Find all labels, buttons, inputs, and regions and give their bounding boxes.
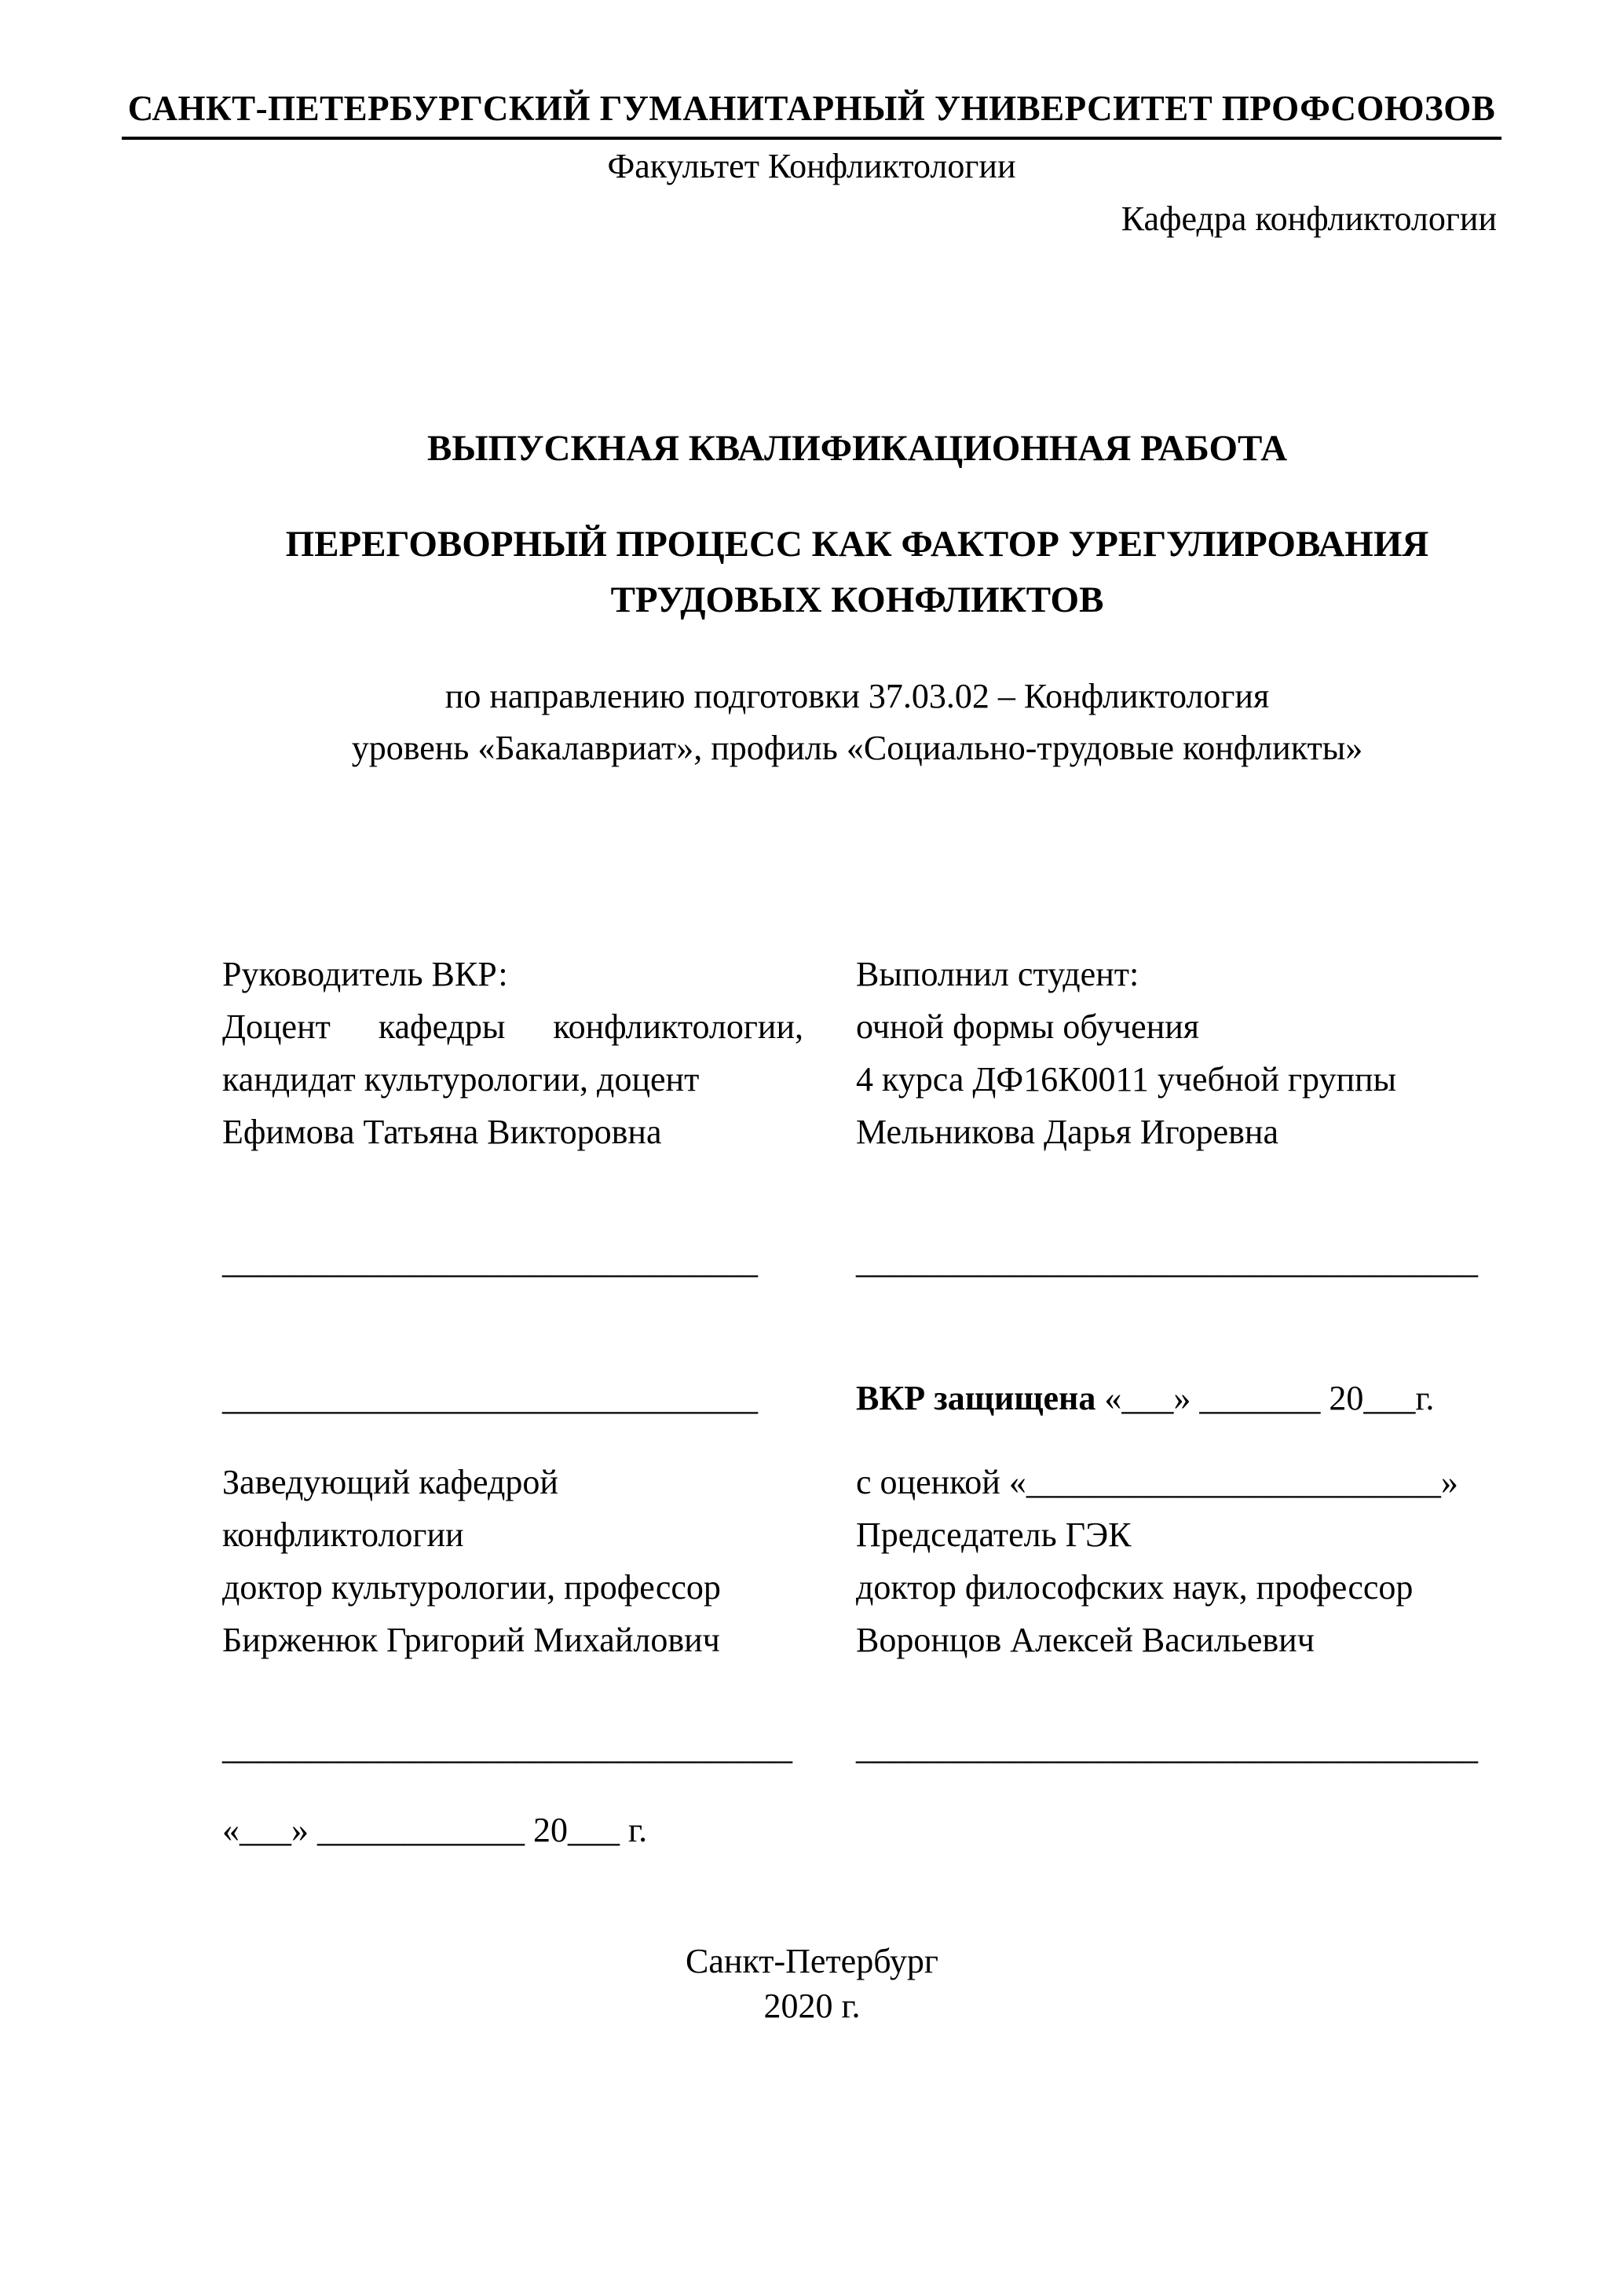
grade-line: с оценкой «________________________» <box>856 1463 1458 1502</box>
student-group-line: 4 курса ДФ16К0011 учебной группы <box>856 1059 1397 1099</box>
chair-title: Председатель ГЭК <box>856 1515 1132 1555</box>
supervisor-block <box>222 949 803 1159</box>
chair-signature-line: ____________________________________ <box>856 1727 1478 1767</box>
university-name: САНКТ-ПЕТЕРБУРГСКИЙ ГУМАНИТАРНЫЙ УНИВЕРСИТЕТ ПРОФСОЮЗОВ <box>122 88 1501 140</box>
student-block <box>856 949 1492 1159</box>
supervisor-name: Ефимова Татьяна Викторовна <box>222 1112 662 1151</box>
examination-board-block <box>856 1457 1492 1667</box>
head-title-line2: конфликтологии <box>222 1515 464 1555</box>
direction-line: по направлению подготовки 37.03.02 – Конфликтология <box>444 677 1270 715</box>
student-label: Выполнил студент: <box>856 955 1139 993</box>
department-head-block <box>222 1457 803 1667</box>
supervisor-position-line1: Доцент кафедры конфликтологии, <box>222 1007 803 1046</box>
head-signature-line: _________________________________ <box>222 1727 792 1767</box>
faculty-name: Факультет Конфликтологии <box>607 147 1016 185</box>
year-line: 2020 г. <box>763 1986 861 2025</box>
head-name: Бирженюк Григорий Михайлович <box>222 1620 720 1659</box>
work-type-title: ВЫПУСКНАЯ КВАЛИФИКАЦИОННАЯ РАБОТА <box>426 428 1288 469</box>
supervisor-signature-line: _______________________________ <box>222 1241 758 1281</box>
signature-row-2 <box>222 1373 1492 1425</box>
defense-status-label: ВКР защищена <box>856 1379 1096 1418</box>
head-title-line1: Заведующий кафедрой <box>222 1463 558 1502</box>
city-line: Санкт-Петербург <box>686 1941 938 1980</box>
supervisor-position-line2: кандидат культурологии, доцент <box>222 1059 700 1099</box>
university-header <box>122 88 1501 239</box>
program-info <box>222 671 1492 774</box>
head-degree-line: доктор культурологии, профессор <box>222 1568 721 1607</box>
date-row <box>222 1804 1492 1857</box>
footer <box>0 1939 1624 2028</box>
date-blank-line: «___» ____________ 20___ г. <box>222 1810 648 1849</box>
student-name: Мельникова Дарья Игоревна <box>856 1112 1279 1151</box>
defense-status-blanks: «___» _______ 20___г. <box>1095 1379 1435 1418</box>
chair-name: Воронцов Алексей Васильевич <box>856 1620 1315 1659</box>
thesis-title-line1: ПЕРЕГОВОРНЫЙ ПРОЦЕСС КАК ФАКТОР УРЕГУЛИРОВАНИЯ <box>285 524 1429 565</box>
department-name: Кафедра конфликтологии <box>1121 199 1497 238</box>
thesis-title-line2: ТРУДОВЫХ КОНФЛИКТОВ <box>610 579 1104 620</box>
student-form-line: очной формы обучения <box>856 1007 1200 1046</box>
signature-row-3 <box>222 1722 1492 1775</box>
approval-section <box>222 1457 1492 1667</box>
student-signature-line: ____________________________________ <box>856 1241 1478 1281</box>
signature-row-1 <box>222 1236 1492 1289</box>
title-section <box>222 427 1492 774</box>
supervisor-signature-line-2: _______________________________ <box>222 1379 758 1418</box>
people-section <box>222 949 1492 1159</box>
level-line: уровень «Бакалавриат», профиль «Социально-трудовые конфликты» <box>351 729 1363 767</box>
supervisor-label: Руководитель ВКР: <box>222 955 508 993</box>
thesis-title <box>222 517 1492 627</box>
chair-degree: доктор философских наук, профессор <box>856 1568 1414 1607</box>
defense-status-line <box>856 1373 1492 1425</box>
